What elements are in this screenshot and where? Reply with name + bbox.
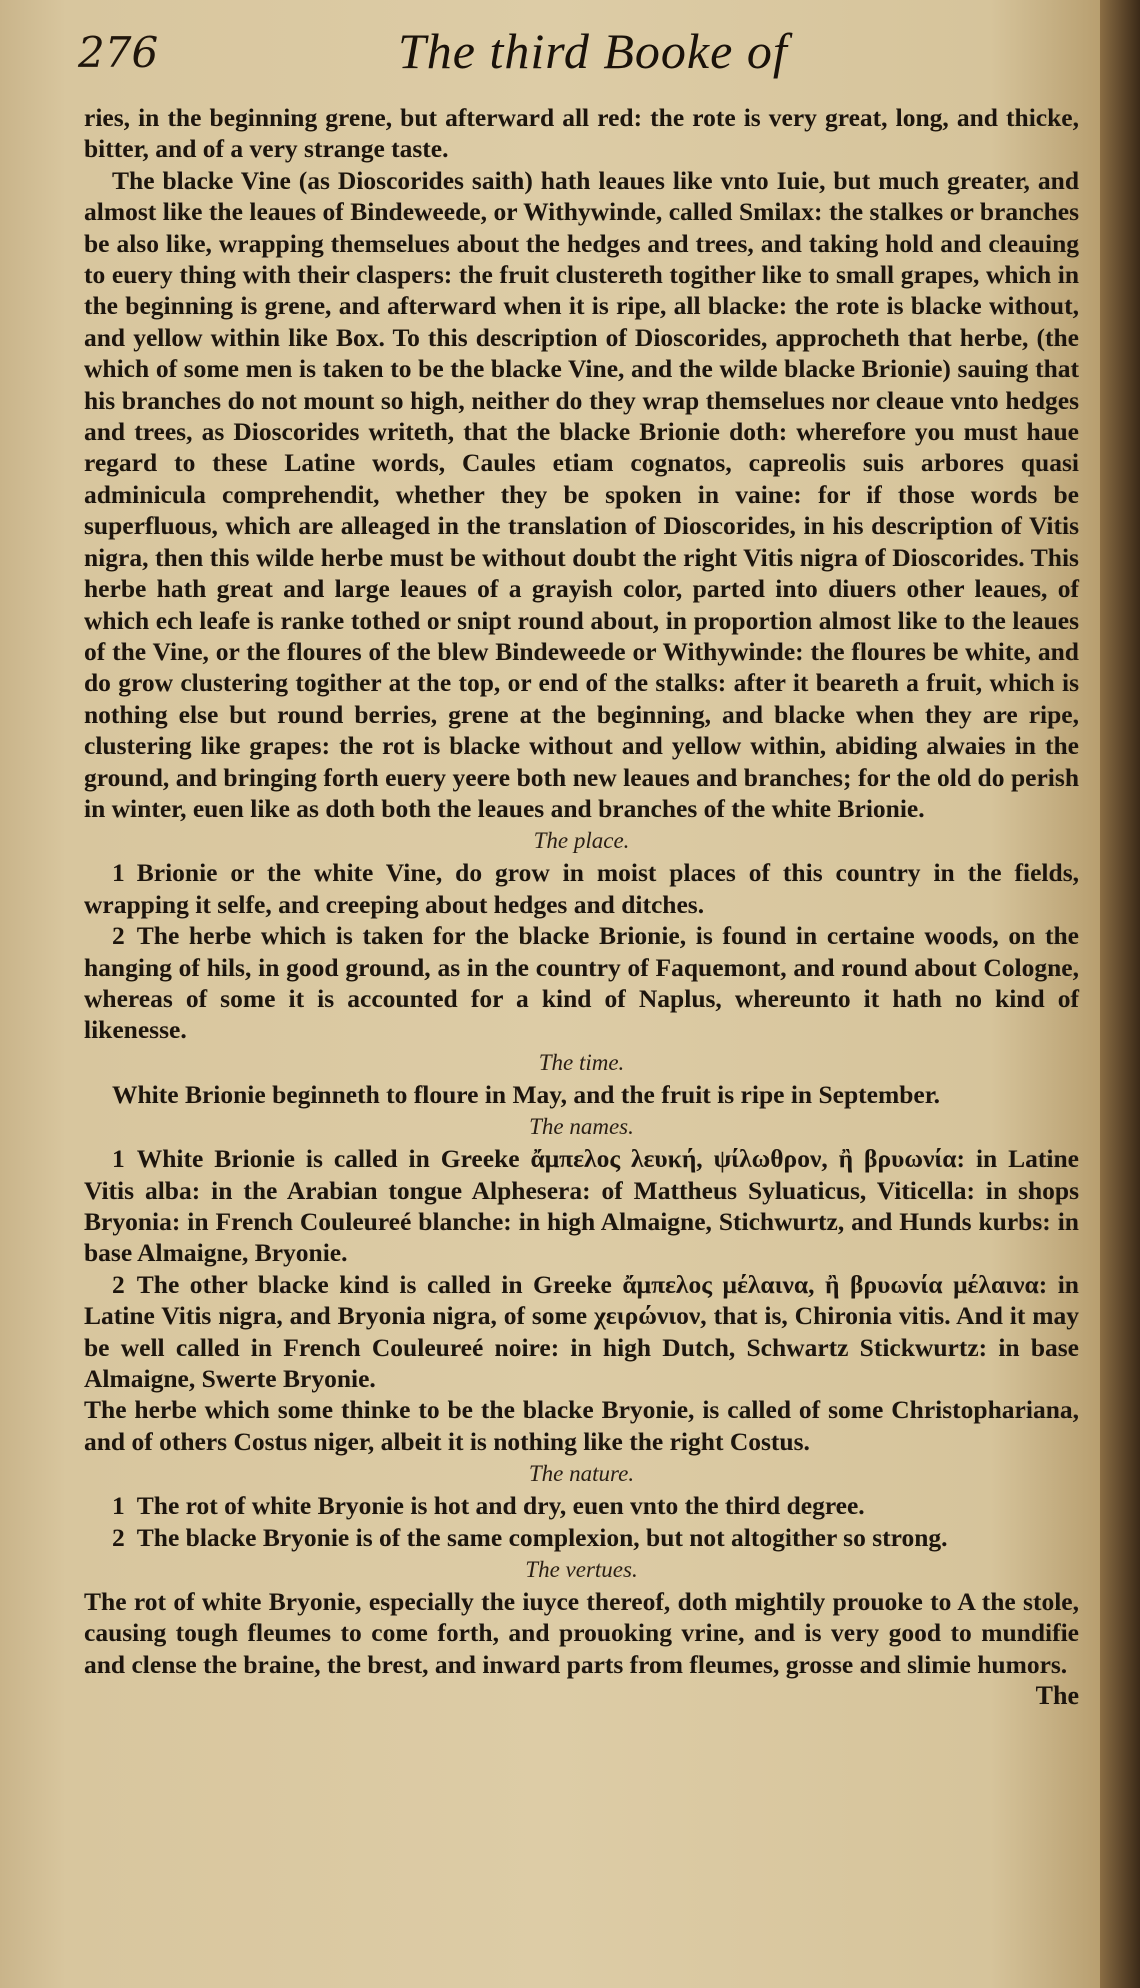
page-number: 276: [78, 28, 159, 77]
paragraph-number: 1: [112, 1491, 125, 1521]
paragraph: The blacke Vine (as Dioscorides saith) hath leaues like vnto Iuie, but much greater, and almost like the leaues of Bindeweede, or Withywinde, called Smilax: the stalkes or branches be also like, wrapping themselues about the hedges and trees, and taking hold and cleauing to euery thing with their claspers: the fruit clustereth togither like to small grapes, which in the beginning is grene, and afterward when it is ripe, all blacke: the rote is blacke without, and yellow within like Box. To this description of Dioscorides, approcheth that herbe, (the which of some men is taken to be the blacke Vine, and the wilde blacke Brionie) sauing that his branches do not mount so high, neither do they wrap themselues nor cleaue vnto hedges and trees, as Dioscorides writeth, that the blacke Brionie doth: wherefore you must haue regard to these Latine words, Caules etiam cognatos, capreolis suis arbores quasi adminicula comprehendit, whether they be spoken in vaine: for if those words be superfluous, which are alleaged in the translation of Dioscorides, in his description of Vitis nigra, then this wilde herbe must be without doubt the right Vitis nigra of Dioscorides. This herbe hath great and large leaues of a grayish color, parted into diuers other leaues, of which ech leafe is ranke tothed or snipt round about, in proportion almost like to the leaues of the Vine, or the floures of the blew Bindeweede or Withywinde: the floures be white, and do grow clustering togither at the top, or end of the stalks: after it beareth a fruit, which is nothing else but round berries, grene at the beginning, and blacke when they are ripe, clustering like grapes: the rot is blacke without and yellow within, abiding alwaies in the ground, and bringing forth euery yeere both new leaues and branches; for the old do perish in winter, euen like as doth both the leaues and branches of the white Brionie.: [84, 165, 1079, 823]
numbered-paragraph: [84, 1269, 1079, 1395]
paragraph: ries, in the beginning grene, but afterward all red: the rote is very great, long, and thicke, bitter, and of a very strange taste.: [84, 103, 1079, 164]
paragraph: The rot of white Bryonie, especially the iuyce thereof, doth mightily prouoke to A the stole, causing tough fleumes to come forth, and prouoking vrine, and is very good to mundifie and clense the braine, the brest, and inward parts from fleumes, grosse and slimie humors.: [84, 1587, 1079, 1679]
numbered-paragraph: [84, 857, 1079, 920]
numbered-paragraph: [84, 1522, 1079, 1553]
numbered-paragraph: [84, 920, 1079, 1046]
section-heading: The time.: [538, 1049, 625, 1075]
section-heading: The place.: [533, 828, 630, 854]
running-title: The third Booke of: [398, 23, 788, 79]
paragraph-number: 1: [112, 1144, 125, 1174]
numbered-paragraph: [84, 1490, 1079, 1521]
paragraph-number: 2: [112, 921, 125, 951]
paragraph-number: 1: [112, 858, 125, 888]
paragraph-text: Brionie or the white Vine, do grow in moist places of this country in the fields, wrapping it selfe, and creeping about hedges and ditches.: [84, 858, 1079, 919]
page-body: [84, 102, 1079, 1712]
catchword: The: [1035, 1681, 1079, 1711]
paragraph-text: The blacke Bryonie is of the same complexion, but not altogither so strong.: [136, 1522, 948, 1552]
section-heading: The names.: [529, 1114, 634, 1140]
paragraph-text: The other blacke kind is called in Greeke ἄμπελος μέλαινα, ἢ βρυωνία μέλαινα: in Latine Vitis nigra, and Bryonia nigra, of some χειρώνιον, that is, Chironia vitis. And it may be well called in French Couleureé noire: in high Dutch, Schwartz Stickwurtz: in base Almaigne, Swerte Bryonie.: [84, 1269, 1079, 1394]
paragraph: The herbe which some thinke to be the blacke Bryonie, is called of some Christophariana, and of others Costus niger, albeit it is nothing like the right Costus.: [84, 1395, 1079, 1456]
section-heading: The vertues.: [525, 1557, 638, 1583]
paragraph-number: 2: [112, 1522, 125, 1552]
paragraph-text: White Brionie is called in Greeke ἄμπελος λευκή, ψίλωθρον, ἢ βρυωνία: in Latine Vitis alba: in the Arabian tongue Alphesera: of Mattheus Syluaticus, Viticella: in shops Bryonia: in French Couleureé blanche: in high Almaigne, Stichwurtz, and Hunds kurbs: in base Almaigne, Bryonie.: [84, 1144, 1079, 1268]
page-header: [78, 22, 1078, 92]
paragraph-text: The rot of white Bryonie is hot and dry, euen vnto the third degree.: [136, 1491, 865, 1521]
paragraph-number: 2: [112, 1269, 125, 1299]
numbered-paragraph: [84, 1143, 1079, 1269]
page-edge: [1100, 0, 1140, 1988]
section-heading: The nature.: [528, 1461, 635, 1487]
paragraph-text: The herbe which is taken for the blacke Brionie, is found in certaine woods, on the hanging of hils, in good ground, as in the country of Faquemont, and round about Cologne, whereas of some it is accounted for a kind of Naplus, whereunto it hath no kind of likenesse.: [84, 921, 1079, 1045]
paragraph: White Brionie beginneth to floure in May, and the fruit is ripe in September.: [112, 1079, 941, 1109]
